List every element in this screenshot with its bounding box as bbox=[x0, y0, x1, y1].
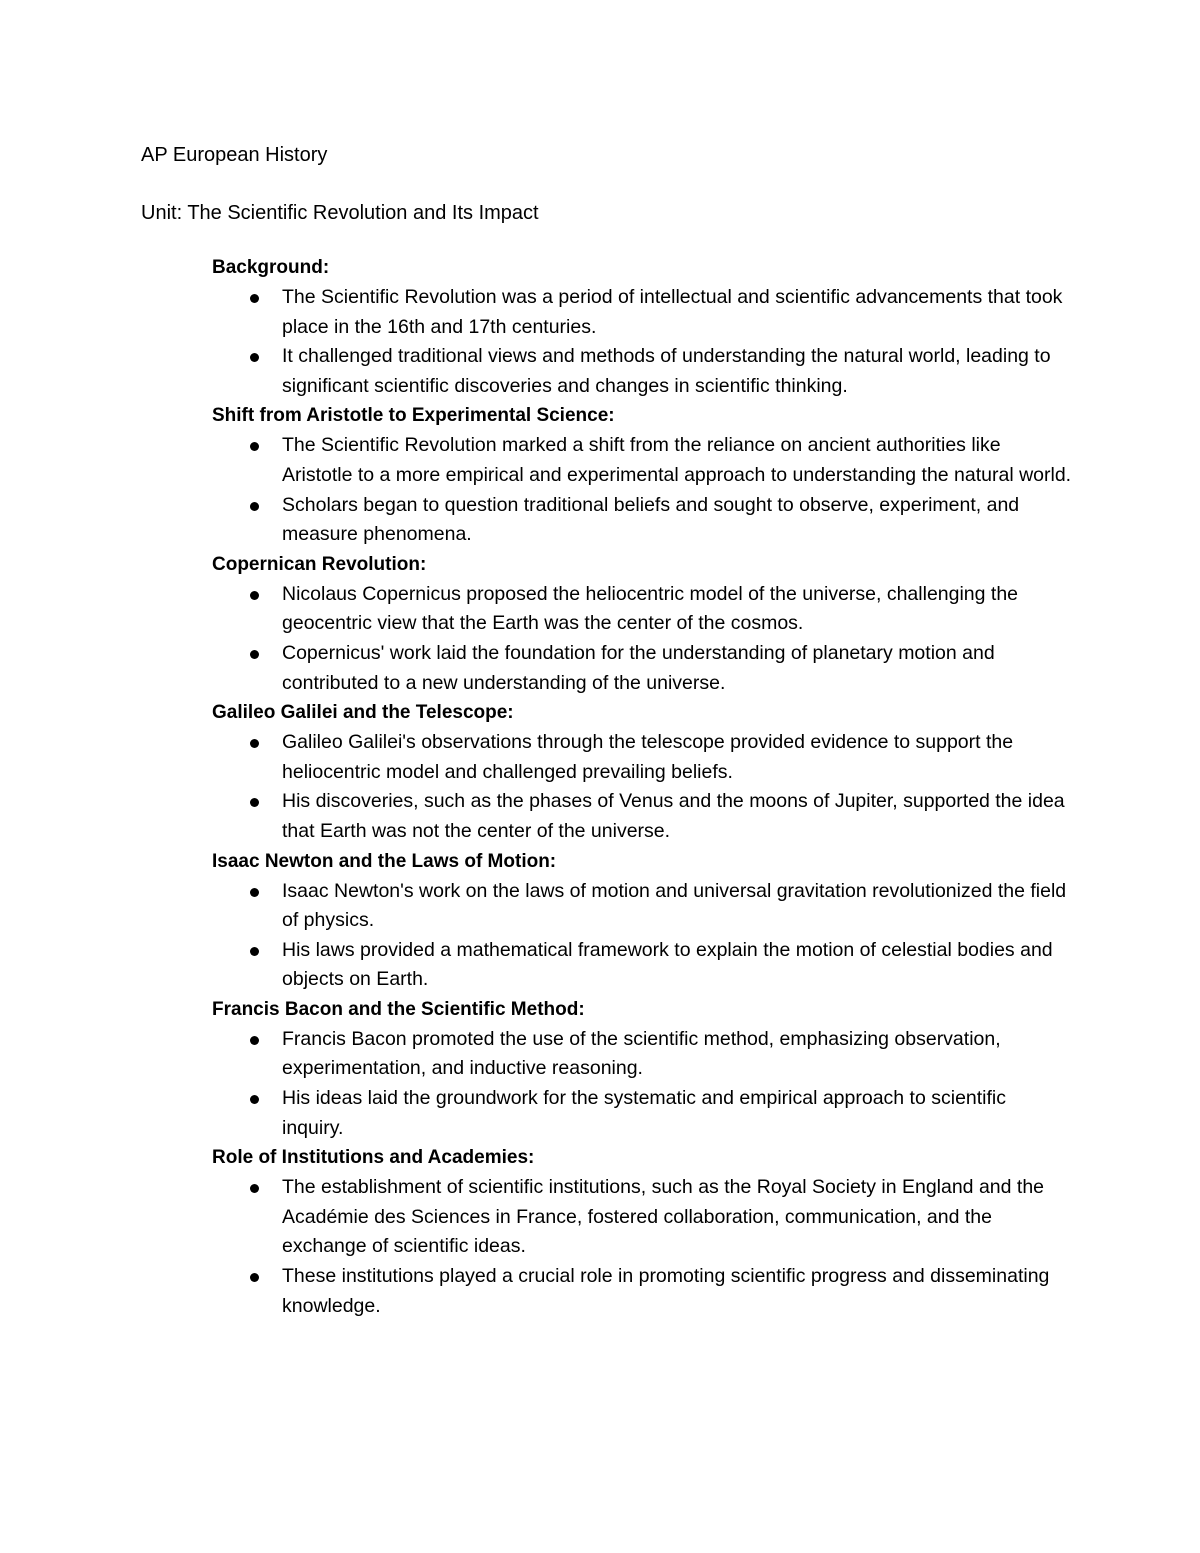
bullet-item bbox=[212, 936, 1072, 995]
section-background bbox=[212, 253, 1072, 401]
bullet-icon bbox=[250, 1184, 259, 1193]
bullet-item bbox=[212, 431, 1072, 490]
bullet-item bbox=[212, 1084, 1072, 1143]
section-institutions bbox=[212, 1143, 1072, 1321]
section-shift-from-aristotle bbox=[212, 401, 1072, 549]
bullet-item bbox=[212, 491, 1072, 550]
section-heading: Isaac Newton and the Laws of Motion: bbox=[212, 850, 557, 872]
bullet-text: His ideas laid the groundwork for the systematic and empirical approach to scientific inquiry. bbox=[282, 1087, 1007, 1139]
bullet-list bbox=[212, 728, 1072, 846]
bullet-icon bbox=[250, 353, 259, 362]
bullet-icon bbox=[250, 888, 259, 897]
bullet-text: It challenged traditional views and methods of understanding the natural world, leading to significant scientific discoveries and changes in scientific thinking. bbox=[282, 345, 1051, 397]
bullet-item bbox=[212, 283, 1072, 342]
bullet-item bbox=[212, 1025, 1072, 1084]
bullet-item bbox=[212, 1262, 1072, 1321]
bullet-text: Nicolaus Copernicus proposed the heliocentric model of the universe, challenging the geocentric view that the Earth was the center of the cosmos. bbox=[282, 582, 1019, 635]
bullet-item bbox=[212, 342, 1072, 401]
section-galileo bbox=[212, 698, 1072, 846]
bullet-list bbox=[212, 877, 1072, 995]
bullet-text: Scholars began to question traditional beliefs and sought to observe, experiment, and measure phenomena. bbox=[282, 493, 1020, 546]
bullet-item bbox=[212, 728, 1072, 787]
bullet-text: Francis Bacon promoted the use of the scientific method, emphasizing observation, experimentation, and inductive reasoning. bbox=[282, 1027, 1001, 1080]
bullet-icon bbox=[250, 442, 259, 451]
bullet-item bbox=[212, 787, 1072, 846]
bullet-icon bbox=[250, 739, 259, 748]
section-heading: Role of Institutions and Academies: bbox=[212, 1147, 535, 1169]
bullet-text: His laws provided a mathematical framework to explain the motion of celestial bodies and objects on Earth. bbox=[282, 938, 1053, 991]
section-heading: Francis Bacon and the Scientific Method: bbox=[212, 998, 585, 1020]
bullet-icon bbox=[250, 591, 259, 600]
section-heading: Galileo Galilei and the Telescope: bbox=[212, 702, 514, 724]
bullet-icon bbox=[250, 947, 259, 956]
bullet-item bbox=[212, 877, 1072, 936]
unit-title: Unit: The Scientific Revolution and Its Impact bbox=[141, 202, 539, 224]
bullet-text: Copernicus' work laid the foundation for the understanding of planetary motion and contributed to a new understanding of the universe. bbox=[282, 641, 995, 694]
section-newton bbox=[212, 847, 1072, 995]
bullet-item bbox=[212, 639, 1072, 698]
notes-content bbox=[212, 253, 1072, 1321]
section-heading: Shift from Aristotle to Experimental Science: bbox=[212, 405, 615, 427]
section-heading: Copernican Revolution: bbox=[212, 553, 427, 575]
bullet-list bbox=[212, 431, 1072, 549]
bullet-list bbox=[212, 283, 1072, 401]
bullet-text: His discoveries, such as the phases of Venus and the moons of Jupiter, supported the idea that Earth was not the center of the universe. bbox=[282, 790, 1065, 842]
section-copernican-revolution bbox=[212, 550, 1072, 698]
bullet-text: The establishment of scientific institutions, such as the Royal Society in England and the Académie des Sciences in France, fostered collaboration, communication, and the exchange of scientific ideas. bbox=[282, 1176, 1045, 1258]
bullet-list bbox=[212, 1025, 1072, 1143]
bullet-icon bbox=[250, 294, 259, 303]
bullet-list bbox=[212, 1173, 1072, 1321]
section-heading: Background: bbox=[212, 257, 330, 278]
bullet-item bbox=[212, 580, 1072, 639]
bullet-icon bbox=[250, 1095, 259, 1104]
course-title: AP European History bbox=[141, 144, 328, 166]
bullet-text: The Scientific Revolution was a period of intellectual and scientific advancements that took place in the 16th and 17th centuries. bbox=[282, 286, 1063, 338]
bullet-text: Galileo Galilei's observations through the telescope provided evidence to support the heliocentric model and challenged prevailing beliefs. bbox=[282, 731, 1014, 783]
bullet-list bbox=[212, 580, 1072, 698]
bullet-text: These institutions played a crucial role in promoting scientific progress and disseminating knowledge. bbox=[282, 1265, 1050, 1317]
bullet-text: The Scientific Revolution marked a shift from the reliance on ancient authorities like Aristotle to a more empirical and experimental approach to understanding the natural world. bbox=[282, 434, 1072, 486]
bullet-icon bbox=[250, 798, 259, 807]
bullet-icon bbox=[250, 1036, 259, 1045]
bullet-icon bbox=[250, 650, 259, 659]
bullet-item bbox=[212, 1173, 1072, 1262]
bullet-icon bbox=[250, 1273, 259, 1282]
bullet-icon bbox=[250, 502, 259, 511]
section-bacon bbox=[212, 995, 1072, 1143]
bullet-text: Isaac Newton's work on the laws of motion and universal gravitation revolutionized the field of physics. bbox=[282, 879, 1067, 932]
